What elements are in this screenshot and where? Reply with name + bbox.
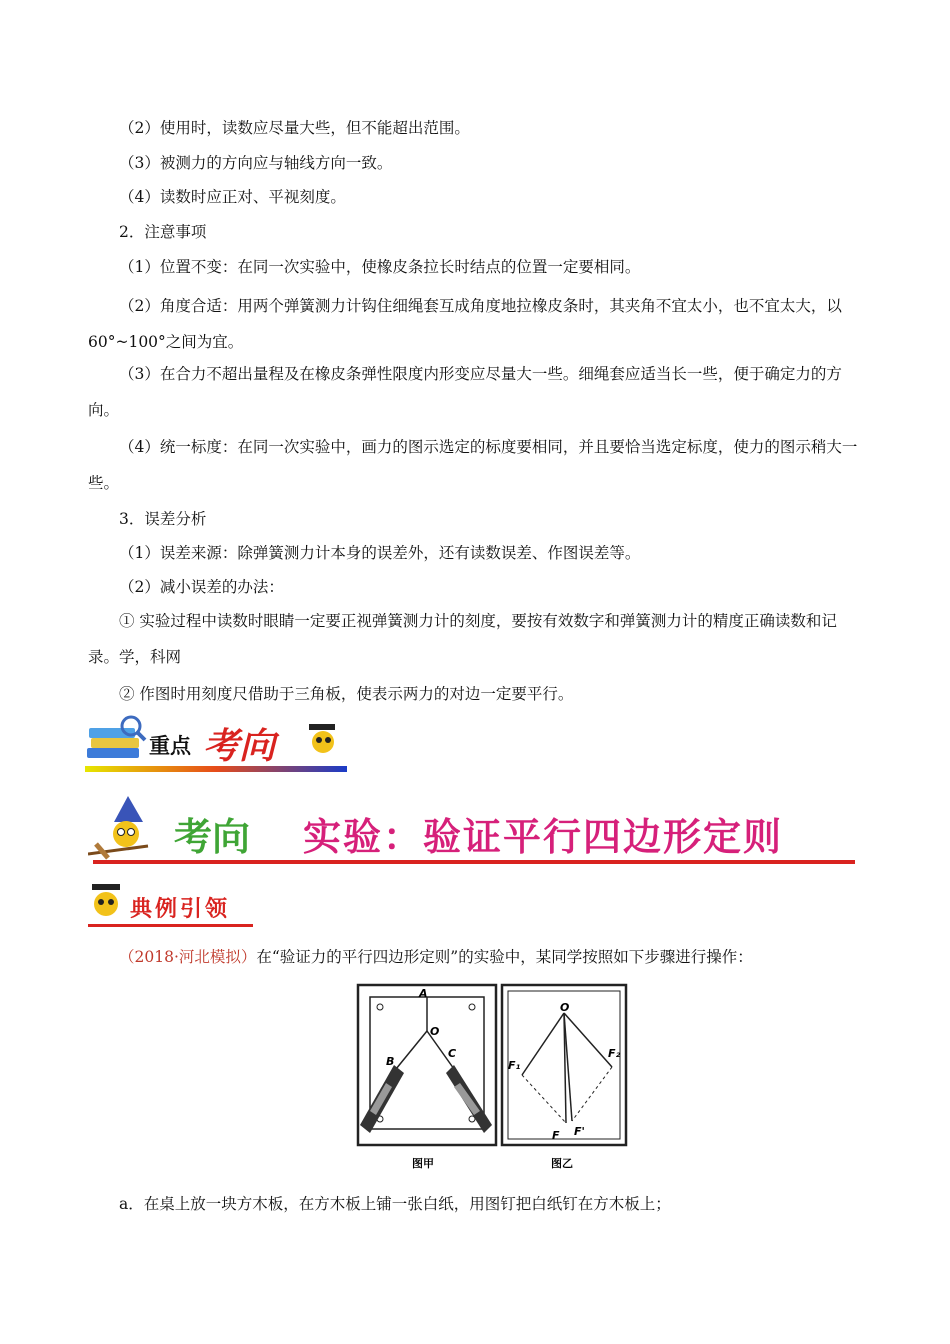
text-paragraph: （2）角度合适：用两个弹簧测力计钩住细绳套互成角度地拉橡皮条时，其夹角不宜太小，也不宜太大，以 60°~100°之间为宜。 [88,297,842,351]
label-C: C [448,1047,457,1060]
section-heading: 2．注意事项 [119,223,207,241]
label-F: F [552,1129,560,1142]
caption-yi: 图乙 [551,1157,573,1170]
banner-text-a: 考向 [174,814,251,859]
banner-text-b: 考向 [203,725,276,767]
text-line: （2）减小误差的办法： [119,578,284,596]
figure-jia [358,985,496,1170]
text-paragraph: ① 实验过程中读数时眼睛一定要正视弹簧测力计的刻度，要按有效数字和弹簧测力计的精度正确读数和记录。学，科网 [88,612,837,666]
caption-jia: 图甲 [412,1157,434,1170]
label-F-prime: F' [574,1125,585,1138]
text-paragraph: （3）在合力不超出量程及在橡皮条弹性限度内形变应尽量大一些。细绳套应适当长一些，便于确定力的方向。 [88,365,842,419]
text-line: ② 作图时用刻度尺借助于三角板，使表示两力的对边一定要平行。 [119,685,574,703]
experiment-figure [356,983,628,1176]
example-banner [88,880,258,930]
banner-text-a: 重点 [149,733,191,758]
text-line: （2）使用时，读数应尽量大些，但不能超出范围。 [119,119,470,137]
text-line: （4）读数时应正对、平视刻度。 [119,188,346,206]
label-F2: F₂ [608,1047,621,1060]
text-paragraph: （4）统一标度：在同一次实验中，画力的图示选定的标度要相同，并且要恰当选定标度，使力的图示稍大一些。 [88,438,858,492]
figure-yi [502,985,626,1170]
topic-banner [88,796,858,866]
text-line: （1）误差来源：除弹簧测力计本身的误差外，还有读数误差、作图误差等。 [119,544,641,562]
key-direction-banner [85,712,347,776]
label-B: B [386,1055,395,1068]
banner-text-b: 实验：验证平行四边形定则 [303,814,784,859]
section-heading: 3．误差分析 [119,510,207,528]
example-text: 在“验证力的平行四边形定则”的实验中，某同学按照如下步骤进行操作： [256,948,753,966]
text-line: （3）被测力的方向应与轴线方向一致。 [119,154,393,172]
text-line: （1）位置不变：在同一次实验中，使橡皮条拉长时结点的位置一定要相同。 [119,258,641,276]
label-A: A [419,987,428,1000]
label-F1: F₁ [508,1059,521,1072]
step-a: a．在桌上放一块方木板，在方木板上铺一张白纸，用图钉把白纸钉在方木板上； [119,1195,671,1213]
example-source: （2018·河北模拟） [119,948,257,966]
label-O: O [430,1025,440,1038]
label-O: O [560,1001,570,1014]
spring-scale-left [360,1065,404,1133]
example-intro [119,946,753,968]
banner-text: 典例引领 [130,896,231,922]
spring-scale-right [446,1065,492,1133]
